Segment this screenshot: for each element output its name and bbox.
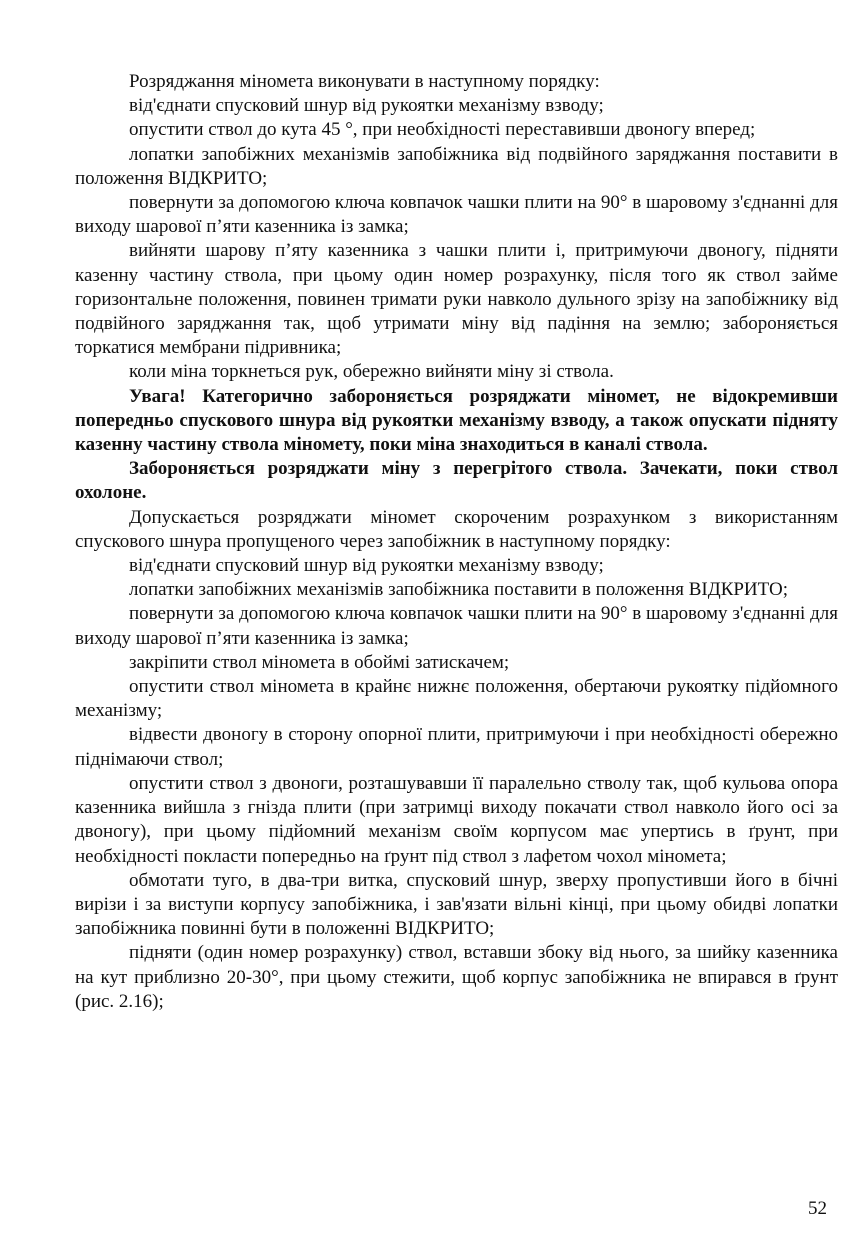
paragraph-11: від'єднати спусковий шнур від рукоятки механізму взводу;: [129, 555, 604, 577]
paragraph-10: Допускається розряджати міномет скороченим розрахунком з використанням спускового шнура пропущеного через запобіжник в наступному порядку:: [75, 506, 838, 552]
document-body: [75, 70, 838, 1014]
paragraph-18: обмотати туго, в два-три витка, спусковий шнур, зверху пропустивши його в бічні вирізи і за виступи корпусу запобіжника, і зав'язати вільні кінці, при цьому обидві лопатки запобіжника повинні бути в положенні ВІДКРИТО;: [75, 869, 838, 940]
paragraph-15: опустити ствол міномета в крайнє нижнє положення, обертаючи рукоятку підйомного механізму;: [75, 676, 838, 722]
paragraph-16: відвести двоногу в сторону опорної плити, притримуючи і при необхідності обережно піднімаючи ствол;: [75, 724, 838, 770]
paragraph-14: закріпити ствол міномета в обоймі затискачем;: [129, 651, 510, 673]
paragraph-12: лопатки запобіжних механізмів запобіжника поставити в положення ВІДКРИТО;: [129, 579, 789, 601]
paragraph-2: від'єднати спусковий шнур від рукоятки механізму взводу;: [129, 95, 604, 117]
page-number: 52: [808, 1198, 827, 1219]
warning-paragraph-1: Увага! Категорично забороняється розряджати міномет, не відокремивши попередньо спускового шнура від рукоятки механізму взводу, а також опускати підняту казенну частину ствола міномету, поки міна знаходиться в каналі ствола.: [75, 385, 838, 456]
paragraph-19: підняти (один номер розрахунку) ствол, вставши збоку від нього, за шийку казенника на кут приблизно 20-30°, при цьому стежити, щоб корпус запобіжника не впирався в ґрунт (рис. 2.16);: [75, 942, 838, 1012]
paragraph-3: опустити ствол до кута 45 °, при необхідності переставивши двоногу вперед;: [129, 119, 756, 141]
paragraph-4: лопатки запобіжних механізмів запобіжника від подвійного заряджання поставити в положення ВІДКРИТО;: [75, 143, 838, 189]
paragraph-6: вийняти шарову п’яту казенника з чашки плити і, притримуючи двоногу, підняти казенну частину ствола, при цьому один номер розрахунку, після того як ствол займе горизонтальне положення, повинен тримати руки навколо дульного зрізу на запобіжнику від подвійного заряджання так, щоб утримати міну від падіння на землю; забороняється торкатися мембрани підривника;: [75, 240, 838, 359]
paragraph-5: повернути за допомогою ключа ковпачок чашки плити на 90° в шаровому з'єднанні для виходу шарової п’яти казенника із замка;: [75, 192, 838, 238]
warning-paragraph-2: Забороняється розряджати міну з перегрітого ствола. Зачекати, поки ствол охолоне.: [75, 458, 838, 504]
paragraph-7: коли міна торкнеться рук, обережно вийняти міну зі ствола.: [129, 361, 614, 383]
paragraph-1: Розряджання міномета виконувати в наступному порядку:: [129, 71, 600, 92]
paragraph-13: повернути за допомогою ключа ковпачок чашки плити на 90° в шаровому з'єднанні для виходу шарової п’яти казенника із замка;: [75, 603, 838, 649]
paragraph-17: опустити ствол з двоноги, розташувавши її паралельно стволу так, щоб кульова опора казенника вийшла з гнізда плити (при затримці виходу покачати ствол навколо його осі за двоногу), при цьому підйомний механізм своїм корпусом має упертись в ґрунт, при необхідності покласти попередньо на ґрунт під ствол з лафетом чохол міномета;: [75, 772, 838, 867]
